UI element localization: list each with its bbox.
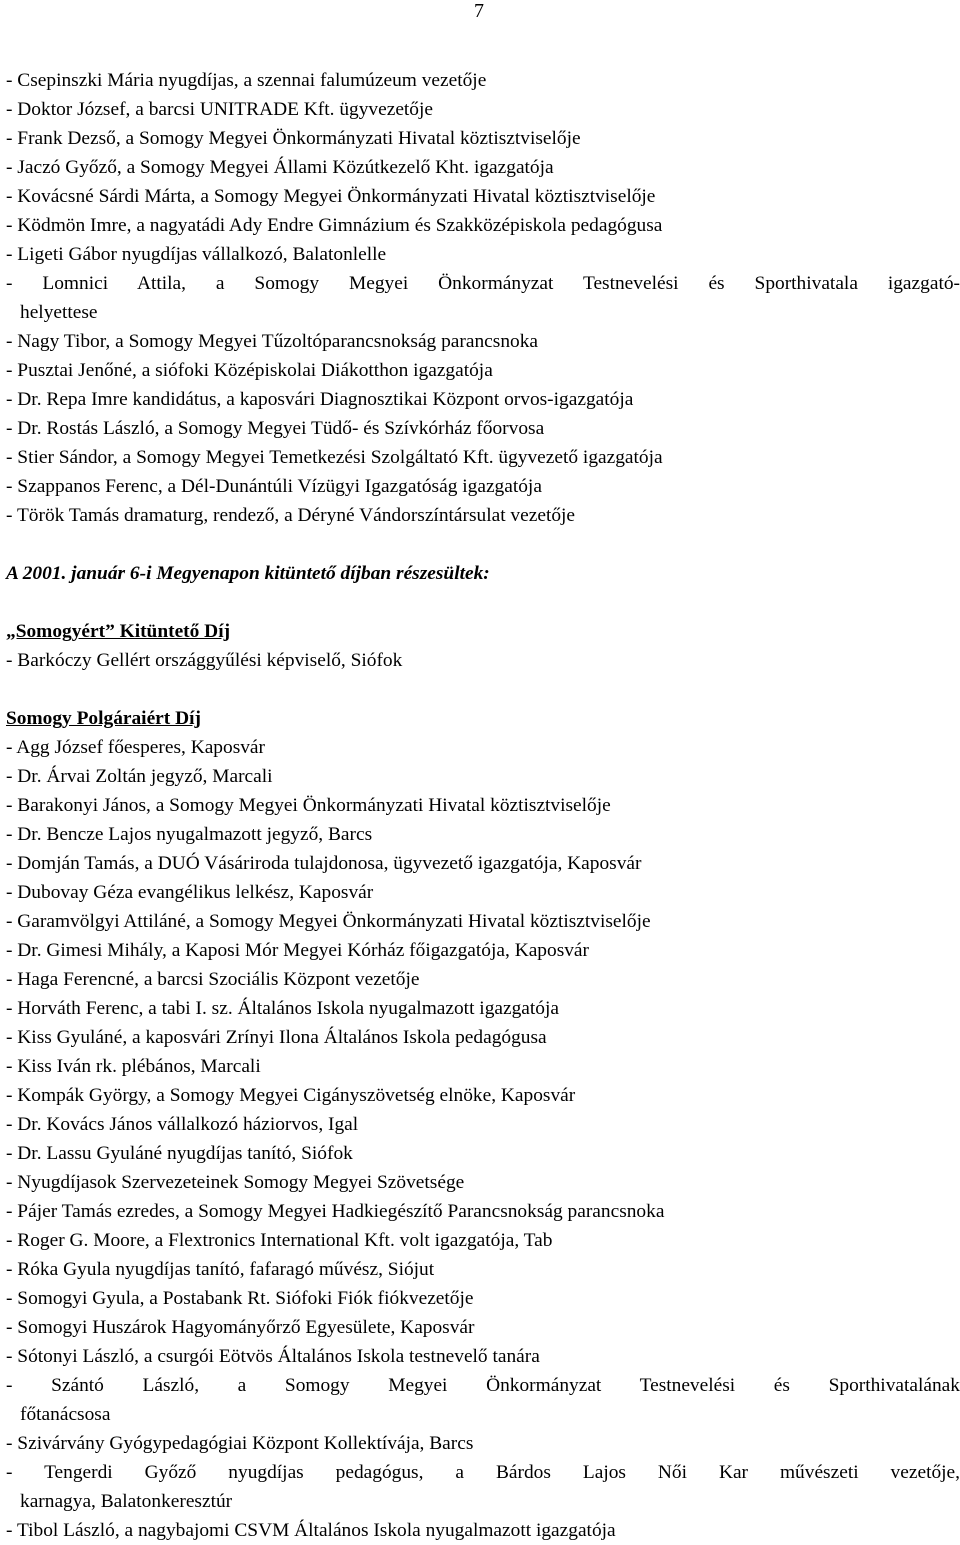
spacer xyxy=(6,530,960,559)
list-item: - Garamvölgyi Attiláné, a Somogy Megyei Önkormányzati Hivatal köztisztviselője xyxy=(6,911,651,932)
award-heading-somogyert: „Somogyért” Kitüntető Díj xyxy=(6,621,231,642)
list-item-continuation: helyettese xyxy=(20,302,98,323)
list-item: - Dr. Lassu Gyuláné nyugdíjas tanító, Siófok xyxy=(6,1143,353,1164)
list-item: - Dr. Repa Imre kandidátus, a kaposvári Diagnosztikai Központ orvos-igazgatója xyxy=(6,389,634,410)
list-item: - Dr. Gimesi Mihály, a Kaposi Mór Megyei Kórház főigazgatója, Kaposvár xyxy=(6,940,589,961)
list-item: - Kiss Gyuláné, a kaposvári Zrínyi Ilona Általános Iskola pedagógusa xyxy=(6,1027,547,1048)
list-item: - Somogyi Gyula, a Postabank Rt. Siófoki Fiók fiókvezetője xyxy=(6,1288,474,1309)
list-item: - Haga Ferencné, a barcsi Szociális Központ vezetője xyxy=(6,969,420,990)
list-item: - Róka Gyula nyugdíjas tanító, fafaragó művész, Siójut xyxy=(6,1259,435,1280)
list-item: - Nagy Tibor, a Somogy Megyei Tűzoltóparancsnokság parancsnoka xyxy=(6,331,539,352)
list-item: - Nyugdíjasok Szervezeteinek Somogy Megyei Szövetsége xyxy=(6,1172,465,1193)
spacer xyxy=(6,588,960,617)
list-item-continuation: karnagya, Balatonkeresztúr xyxy=(20,1491,233,1512)
list-item-continuation: főtanácsosa xyxy=(20,1404,111,1425)
list-item: - Szántó László, a Somogy Megyei Önkormányzat Testnevelési és Sporthivatalának xyxy=(6,1375,960,1396)
list-item: - Doktor József, a barcsi UNITRADE Kft. ügyvezetője xyxy=(6,99,434,120)
list-item: - Somogyi Huszárok Hagyományőrző Egyesülete, Kaposvár xyxy=(6,1317,475,1338)
list-item: - Dr. Árvai Zoltán jegyző, Marcali xyxy=(6,766,273,787)
list-item: - Barakonyi János, a Somogy Megyei Önkormányzati Hivatal köztisztviselője xyxy=(6,795,611,816)
list-item: - Csepinszki Mária nyugdíjas, a szennai falumúzeum vezetője xyxy=(6,70,487,91)
list-item: - Tengerdi Győző nyugdíjas pedagógus, a Bárdos Lajos Női Kar művészeti vezetője, xyxy=(6,1462,960,1483)
document-body xyxy=(6,66,960,1545)
list-item: - Stier Sándor, a Somogy Megyei Temetkezési Szolgáltató Kft. ügyvezető igazgatója xyxy=(6,447,663,468)
list-item: - Tibol László, a nagybajomi CSVM Általános Iskola nyugalmazott igazgatója xyxy=(6,1520,616,1541)
list-item: - Török Tamás dramaturg, rendező, a Déryné Vándorszíntársulat vezetője xyxy=(6,505,576,526)
list-item: - Jaczó Győző, a Somogy Megyei Állami Közútkezelő Kht. igazgatója xyxy=(6,157,554,178)
list-item: - Dubovay Géza evangélikus lelkész, Kaposvár xyxy=(6,882,374,903)
page-number: 7 xyxy=(474,0,484,22)
award-heading-polgaraiert: Somogy Polgáraiért Díj xyxy=(6,708,201,729)
list-item: - Szappanos Ferenc, a Dél-Dunántúli Vízügyi Igazgatóság igazgatója xyxy=(6,476,542,497)
list-item: - Lomnici Attila, a Somogy Megyei Önkormányzat Testnevelési és Sporthivatala igazgató- xyxy=(6,273,960,294)
list-item: - Kovácsné Sárdi Márta, a Somogy Megyei Önkormányzati Hivatal köztisztviselője xyxy=(6,186,656,207)
list-item: - Dr. Bencze Lajos nyugalmazott jegyző, Barcs xyxy=(6,824,373,845)
list-item: - Dr. Kovács János vállalkozó háziorvos, Igal xyxy=(6,1114,359,1135)
list-item: - Domján Tamás, a DUÓ Vásáriroda tulajdonosa, ügyvezető igazgatója, Kaposvár xyxy=(6,853,642,874)
list-item: - Agg József főesperes, Kaposvár xyxy=(6,737,265,758)
list-item: - Ködmön Imre, a nagyatádi Ady Endre Gimnázium és Szakközépiskola pedagógusa xyxy=(6,215,663,236)
spacer xyxy=(6,675,960,704)
list-item: - Kompák György, a Somogy Megyei Cigányszövetség elnöke, Kaposvár xyxy=(6,1085,576,1106)
list-item: - Horváth Ferenc, a tabi I. sz. Általános Iskola nyugalmazott igazgatója xyxy=(6,998,559,1019)
list-item: - Barkóczy Gellért országgyűlési képviselő, Siófok xyxy=(6,650,403,671)
list-item: - Ligeti Gábor nyugdíjas vállalkozó, Balatonlelle xyxy=(6,244,387,265)
list-item: - Pájer Tamás ezredes, a Somogy Megyei Hadkiegészítő Parancsnokság parancsnoka xyxy=(6,1201,665,1222)
list-item: - Dr. Rostás László, a Somogy Megyei Tüdő- és Szívkórház főorvosa xyxy=(6,418,545,439)
list-item: - Roger G. Moore, a Flextronics International Kft. volt igazgatója, Tab xyxy=(6,1230,553,1251)
list-item: - Kiss Iván rk. plébános, Marcali xyxy=(6,1056,261,1077)
list-item: - Pusztai Jenőné, a siófoki Középiskolai Diákotthon igazgatója xyxy=(6,360,493,381)
list-item: - Szivárvány Gyógypedagógiai Központ Kollektívája, Barcs xyxy=(6,1433,474,1454)
list-item: - Sótonyi László, a csurgói Eötvös Általános Iskola testnevelő tanára xyxy=(6,1346,540,1367)
list-item: - Frank Dezső, a Somogy Megyei Önkormányzati Hivatal köztisztviselője xyxy=(6,128,581,149)
section-title: A 2001. január 6-i Megyenapon kitüntető díjban részesültek: xyxy=(6,563,490,584)
